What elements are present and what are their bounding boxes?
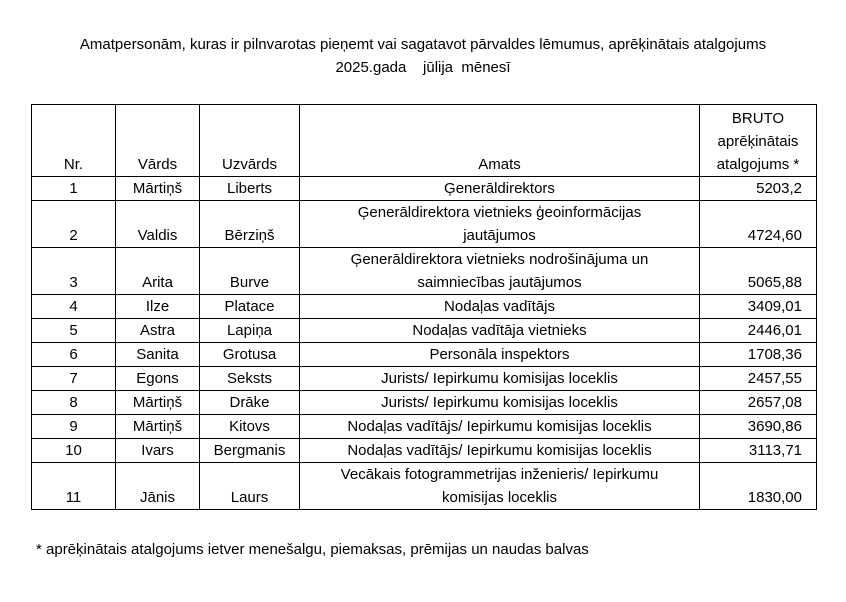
salary-table xyxy=(31,104,817,510)
cell-gross: 2457,55 xyxy=(700,367,817,391)
cell-last-name: Liberts xyxy=(200,177,300,201)
cell-position: Nodaļas vadītāja vietnieks xyxy=(300,319,700,343)
cell-last-name: Seksts xyxy=(200,367,300,391)
table-row xyxy=(32,439,817,463)
cell-last-name: Platace xyxy=(200,295,300,319)
table-row xyxy=(32,415,817,439)
table-row xyxy=(32,367,817,391)
header-last-name: Uzvārds xyxy=(200,105,300,177)
table-row xyxy=(32,248,817,295)
cell-gross: 3409,01 xyxy=(700,295,817,319)
cell-last-name: Bērziņš xyxy=(200,201,300,248)
table-row xyxy=(32,463,817,510)
cell-gross: 2446,01 xyxy=(700,319,817,343)
cell-gross: 2657,08 xyxy=(700,391,817,415)
cell-nr: 9 xyxy=(32,415,116,439)
table-row xyxy=(32,201,817,248)
cell-position: Ģenerāldirektors xyxy=(300,177,700,201)
cell-first-name: Sanita xyxy=(116,343,200,367)
header-nr: Nr. xyxy=(32,105,116,177)
cell-nr: 10 xyxy=(32,439,116,463)
cell-last-name: Kitovs xyxy=(200,415,300,439)
cell-last-name: Grotusa xyxy=(200,343,300,367)
cell-gross: 3690,86 xyxy=(700,415,817,439)
cell-position: Jurists/ Iepirkumu komisijas loceklis xyxy=(300,367,700,391)
cell-last-name: Burve xyxy=(200,248,300,295)
document-title-line2: 2025.gada jūlija mēnesī xyxy=(335,59,511,76)
cell-last-name: Laurs xyxy=(200,463,300,510)
cell-position: Vecākais fotogrammetrijas inženieris/ Iepirkumu komisijas loceklis xyxy=(300,463,700,510)
header-gross xyxy=(700,105,817,177)
header-gross-line2: aprēķinātais xyxy=(717,133,799,150)
cell-nr: 8 xyxy=(32,391,116,415)
cell-nr: 6 xyxy=(32,343,116,367)
cell-nr: 3 xyxy=(32,248,116,295)
cell-first-name: Ivars xyxy=(116,439,200,463)
cell-first-name: Mārtiņš xyxy=(116,415,200,439)
header-first-name: Vārds xyxy=(116,105,200,177)
cell-position: Personāla inspektors xyxy=(300,343,700,367)
cell-first-name: Egons xyxy=(116,367,200,391)
cell-position: Jurists/ Iepirkumu komisijas loceklis xyxy=(300,391,700,415)
table-row xyxy=(32,295,817,319)
cell-last-name: Bergmanis xyxy=(200,439,300,463)
cell-gross: 5065,88 xyxy=(700,248,817,295)
cell-nr: 2 xyxy=(32,201,116,248)
cell-last-name: Lapiņa xyxy=(200,319,300,343)
cell-gross: 1708,36 xyxy=(700,343,817,367)
table-row xyxy=(32,177,817,201)
table-row xyxy=(32,391,817,415)
cell-nr: 1 xyxy=(32,177,116,201)
table-header-row xyxy=(32,105,817,177)
cell-nr: 7 xyxy=(32,367,116,391)
header-gross-line3: atalgojums * xyxy=(716,156,800,173)
table-row xyxy=(32,343,817,367)
cell-position: Nodaļas vadītājs/ Iepirkumu komisijas loceklis xyxy=(300,415,700,439)
cell-position: Ģenerāldirektora vietnieks ģeoinformācijas jautājumos xyxy=(300,201,700,248)
cell-gross: 4724,60 xyxy=(700,201,817,248)
cell-gross: 3113,71 xyxy=(700,439,817,463)
cell-last-name: Drāke xyxy=(200,391,300,415)
header-gross-line1: BRUTO xyxy=(731,110,785,127)
cell-gross: 1830,00 xyxy=(700,463,817,510)
cell-first-name: Mārtiņš xyxy=(116,391,200,415)
document-title-line1: Amatpersonām, kuras ir pilnvarotas pieņemt vai sagatavot pārvaldes lēmumus, aprēķinātais atalgojums xyxy=(79,36,767,53)
cell-first-name: Ilze xyxy=(116,295,200,319)
cell-gross: 5203,2 xyxy=(700,177,817,201)
cell-first-name: Jānis xyxy=(116,463,200,510)
cell-position: Ģenerāldirektora vietnieks nodrošinājuma un saimniecības jautājumos xyxy=(300,248,700,295)
table-row xyxy=(32,319,817,343)
cell-nr: 5 xyxy=(32,319,116,343)
cell-first-name: Arita xyxy=(116,248,200,295)
cell-nr: 4 xyxy=(32,295,116,319)
footnote: * aprēķinātais atalgojums ietver menešalgu, piemaksas, prēmijas un naudas balvas xyxy=(36,541,589,558)
cell-position: Nodaļas vadītājs xyxy=(300,295,700,319)
cell-nr: 11 xyxy=(32,463,116,510)
header-position: Amats xyxy=(300,105,700,177)
cell-first-name: Astra xyxy=(116,319,200,343)
cell-first-name: Valdis xyxy=(116,201,200,248)
cell-position: Nodaļas vadītājs/ Iepirkumu komisijas loceklis xyxy=(300,439,700,463)
cell-first-name: Mārtiņš xyxy=(116,177,200,201)
